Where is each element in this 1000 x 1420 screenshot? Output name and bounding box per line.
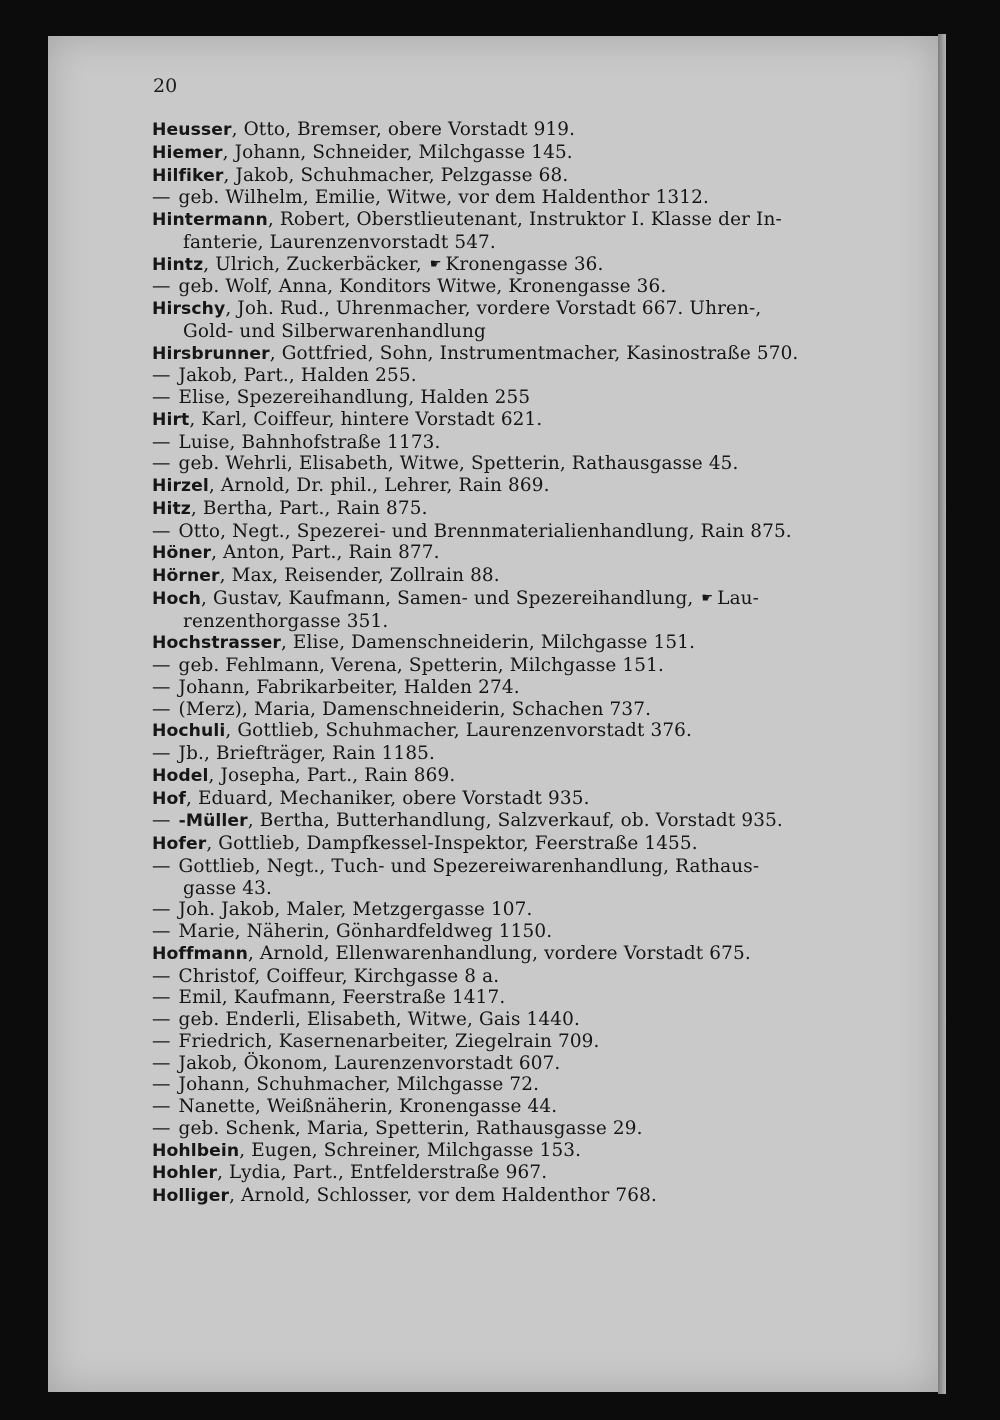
entry-text: geb. Schenk, Maria, Spetterin, Rathausgasse 29. xyxy=(172,1117,643,1139)
directory-entry xyxy=(152,1140,824,1163)
entry-text: , Lydia, Part., Entfelderstraße 967. xyxy=(217,1162,548,1184)
entry-dash: — xyxy=(152,365,171,387)
directory-entry xyxy=(152,1096,824,1118)
entry-text: , Elise, Damenschneiderin, Milchgasse 151. xyxy=(280,632,696,654)
entry-text: , Bertha, Part., Rain 875. xyxy=(190,497,428,519)
entry-continuation xyxy=(152,611,824,633)
entry-surname: Hirt xyxy=(152,409,190,430)
entry-dash: — xyxy=(152,387,171,408)
directory-entry xyxy=(152,409,824,432)
entry-text: Otto, Negt., Spezerei- und Brennmaterialienhandlung, Rain 875. xyxy=(172,520,792,542)
entry-surname: Hochuli xyxy=(152,721,226,742)
entry-text: , Gottlieb, Dampfkessel-Inspektor, Feerstraße 1455. xyxy=(206,833,698,854)
entry-text: , Eduard, Mechaniker, obere Vorstadt 935. xyxy=(185,787,590,809)
directory-entry xyxy=(152,788,824,811)
entry-surname: Hof xyxy=(152,788,186,809)
entry-text: , Arnold, Dr. phil., Lehrer, Rain 869. xyxy=(208,475,550,496)
entry-dash: — xyxy=(152,187,171,209)
directory-entry xyxy=(152,765,824,788)
directory-entry xyxy=(152,209,824,232)
directory-entry xyxy=(152,588,824,611)
entry-surname: Hirsbrunner xyxy=(152,343,270,364)
entry-dash: — xyxy=(152,965,171,987)
entry-text: Johann, Schuhmacher, Milchgasse 72. xyxy=(172,1074,540,1096)
directory-entry xyxy=(152,1074,824,1096)
entry-text: Jakob, Ökonom, Laurenzenvorstadt 607. xyxy=(172,1052,561,1074)
entry-dash: — xyxy=(152,1030,171,1052)
entry-surname: Höner xyxy=(152,543,212,564)
entry-surname: Hoffmann xyxy=(152,943,248,964)
entry-dash: — xyxy=(152,520,171,542)
entry-text: Nanette, Weißnäherin, Kronengasse 44. xyxy=(172,1096,558,1117)
directory-entry xyxy=(152,453,824,475)
entry-dash: — xyxy=(152,453,171,475)
directory-entry xyxy=(152,498,824,521)
entry-text: , Joh. Rud., Uhrenmacher, vordere Vorstadt 667. Uhren-, xyxy=(225,298,762,319)
directory-entry xyxy=(152,720,824,743)
entry-dash: — xyxy=(152,743,171,764)
entry-text: geb. Wilhelm, Emilie, Witwe, vor dem Haldenthor 1312. xyxy=(172,187,709,209)
entry-text: Joh. Jakob, Maler, Metzgergasse 107. xyxy=(172,899,533,921)
entry-text: Friedrich, Kasernenarbeiter, Ziegelrain 709. xyxy=(172,1030,600,1052)
entry-dash: — xyxy=(152,921,171,942)
entry-text: (Merz), Maria, Damenschneiderin, Schachen 737. xyxy=(172,698,652,720)
entry-dash: — xyxy=(152,1096,171,1117)
entry-continuation xyxy=(152,878,824,900)
entry-text: renzenthorgasse 351. xyxy=(183,610,389,632)
entry-surname: Heusser xyxy=(152,120,232,140)
entry-dash: — xyxy=(152,1074,171,1096)
entry-text: , Jakob, Schuhmacher, Pelzgasse 68. xyxy=(223,164,569,186)
entry-text: , Johann, Schneider, Milchgasse 145. xyxy=(222,141,573,163)
directory-entry xyxy=(152,943,824,966)
directory-entry xyxy=(152,365,824,387)
entry-continuation xyxy=(152,321,824,343)
directory-entry xyxy=(152,165,824,188)
entry-text: , Gottfried, Sohn, Instrumentmacher, Kasinostraße 570. xyxy=(269,342,799,364)
entry-text: Jakob, Part., Halden 255. xyxy=(172,365,417,387)
entry-text: , Bertha, Butterhandlung, Salzverkauf, ob. Vorstadt 935. xyxy=(247,810,783,832)
entry-dash: — xyxy=(152,855,171,877)
directory-entry xyxy=(152,343,824,366)
entry-text: , Anton, Part., Rain 877. xyxy=(211,542,440,564)
directory-entry xyxy=(152,119,824,142)
entry-text: , Ulrich, Zuckerbäcker, xyxy=(203,253,428,275)
directory-entry xyxy=(152,743,824,765)
entry-text: Kronengasse 36. xyxy=(445,253,604,275)
entry-dash: — xyxy=(152,676,171,698)
entry-dash: — xyxy=(152,899,171,921)
directory-entry xyxy=(152,966,824,988)
directory-entry xyxy=(152,1185,824,1208)
entry-surname: Hiemer xyxy=(152,142,223,163)
entry-text: geb. Wehrli, Elisabeth, Witwe, Spetterin, Rathausgasse 45. xyxy=(172,453,739,475)
entry-surname: Hintermann xyxy=(152,210,268,230)
entry-surname: Hohler xyxy=(152,1163,218,1184)
directory-entry xyxy=(152,632,824,655)
entry-surname: Hofer xyxy=(152,834,207,854)
entry-text: geb. Wolf, Anna, Konditors Witwe, Kronengasse 36. xyxy=(172,276,667,298)
directory-entry xyxy=(152,565,824,588)
directory-entries xyxy=(152,119,824,1208)
directory-entry xyxy=(152,1053,824,1075)
entry-text: fanterie, Laurenzenvorstadt 547. xyxy=(183,231,496,253)
directory-entry xyxy=(152,655,824,677)
entry-text: gasse 43. xyxy=(183,877,272,899)
entry-surname: -Müller xyxy=(172,811,248,832)
entry-dash: — xyxy=(152,1052,171,1074)
entry-dash: — xyxy=(152,1117,171,1139)
entry-surname: Hörner xyxy=(152,566,220,586)
entry-dash: — xyxy=(152,698,171,720)
pointing-hand-icon: ☛ xyxy=(701,590,714,606)
entry-text: , Otto, Bremser, obere Vorstadt 919. xyxy=(231,119,576,140)
directory-entry xyxy=(152,298,824,321)
entry-dash: — xyxy=(152,276,171,298)
page-number: 20 xyxy=(153,75,178,97)
directory-entry xyxy=(152,432,824,454)
entry-text: Jb., Briefträger, Rain 1185. xyxy=(172,743,436,764)
directory-entry xyxy=(152,833,824,856)
directory-entry xyxy=(152,475,824,498)
entry-text: geb. Fehlmann, Verena, Spetterin, Milchgasse 151. xyxy=(172,655,664,676)
entry-surname: Hodel xyxy=(152,765,209,786)
entry-text: Elise, Spezereihandlung, Halden 255 xyxy=(172,387,531,408)
entry-text: Christof, Coiffeur, Kirchgasse 8 a. xyxy=(172,965,500,987)
entry-surname: Holliger xyxy=(152,1186,230,1206)
directory-entry xyxy=(152,387,824,409)
entry-text: , Arnold, Ellenwarenhandlung, vordere Vorstadt 675. xyxy=(247,942,751,964)
entry-text: Gottlieb, Negt., Tuch- und Spezereiwarenhandlung, Rathaus- xyxy=(172,855,760,877)
entry-text: Gold- und Silberwarenhandlung xyxy=(183,320,486,342)
entry-text: , Eugen, Schreiner, Milchgasse 153. xyxy=(239,1139,582,1161)
entry-continuation xyxy=(152,232,824,254)
entry-text: Marie, Näherin, Gönhardfeldweg 1150. xyxy=(172,921,553,942)
entry-text: Lau- xyxy=(717,587,760,609)
entry-dash: — xyxy=(152,1009,171,1030)
entry-text: , Robert, Oberstlieutenant, Instruktor I. Klasse der In- xyxy=(267,209,782,230)
entry-text: , Max, Reisender, Zollrain 88. xyxy=(219,565,500,586)
entry-text: , Arnold, Schlosser, vor dem Haldenthor 768. xyxy=(229,1185,657,1206)
directory-entry xyxy=(152,1162,824,1185)
directory-entry xyxy=(152,521,824,543)
entry-surname: Hintz xyxy=(152,254,204,275)
entry-dash: — xyxy=(152,810,171,832)
entry-surname: Hohlbein xyxy=(152,1140,240,1161)
entry-text: geb. Enderli, Elisabeth, Witwe, Gais 1440. xyxy=(172,1009,580,1030)
entry-text: Emil, Kaufmann, Feerstraße 1417. xyxy=(172,987,506,1009)
directory-entry xyxy=(152,542,824,565)
directory-entry xyxy=(152,254,824,277)
directory-entry xyxy=(152,921,824,943)
directory-entry xyxy=(152,899,824,921)
directory-entry xyxy=(152,1009,824,1031)
pointing-hand-icon: ☛ xyxy=(429,256,442,272)
entry-text: Luise, Bahnhofstraße 1173. xyxy=(172,431,441,453)
entry-surname: Hirzel xyxy=(152,476,209,496)
directory-entry xyxy=(152,1031,824,1053)
page-edge xyxy=(938,34,946,1394)
entry-surname: Hirschy xyxy=(152,299,226,319)
entry-text: , Gustav, Kaufmann, Samen- und Spezereihandlung, xyxy=(201,587,700,609)
directory-entry xyxy=(152,987,824,1009)
entry-surname: Hilfiker xyxy=(152,165,224,186)
directory-entry xyxy=(152,1118,824,1140)
entry-text: , Gottlieb, Schuhmacher, Laurenzenvorstadt 376. xyxy=(225,720,693,742)
directory-entry xyxy=(152,276,824,298)
entry-text: Johann, Fabrikarbeiter, Halden 274. xyxy=(172,676,520,698)
directory-entry xyxy=(152,699,824,721)
entry-dash: — xyxy=(152,431,171,453)
directory-entry xyxy=(152,187,824,209)
entry-text: , Josepha, Part., Rain 869. xyxy=(208,764,456,786)
entry-surname: Hitz xyxy=(152,498,191,519)
directory-entry xyxy=(152,810,824,833)
entry-dash: — xyxy=(152,987,171,1009)
entry-surname: Hoch xyxy=(152,588,202,609)
entry-text: , Karl, Coiffeur, hintere Vorstadt 621. xyxy=(189,408,543,430)
directory-entry xyxy=(152,142,824,165)
entry-surname: Hochstrasser xyxy=(152,633,281,654)
directory-entry xyxy=(152,856,824,878)
directory-entry xyxy=(152,677,824,699)
entry-dash: — xyxy=(152,655,171,676)
